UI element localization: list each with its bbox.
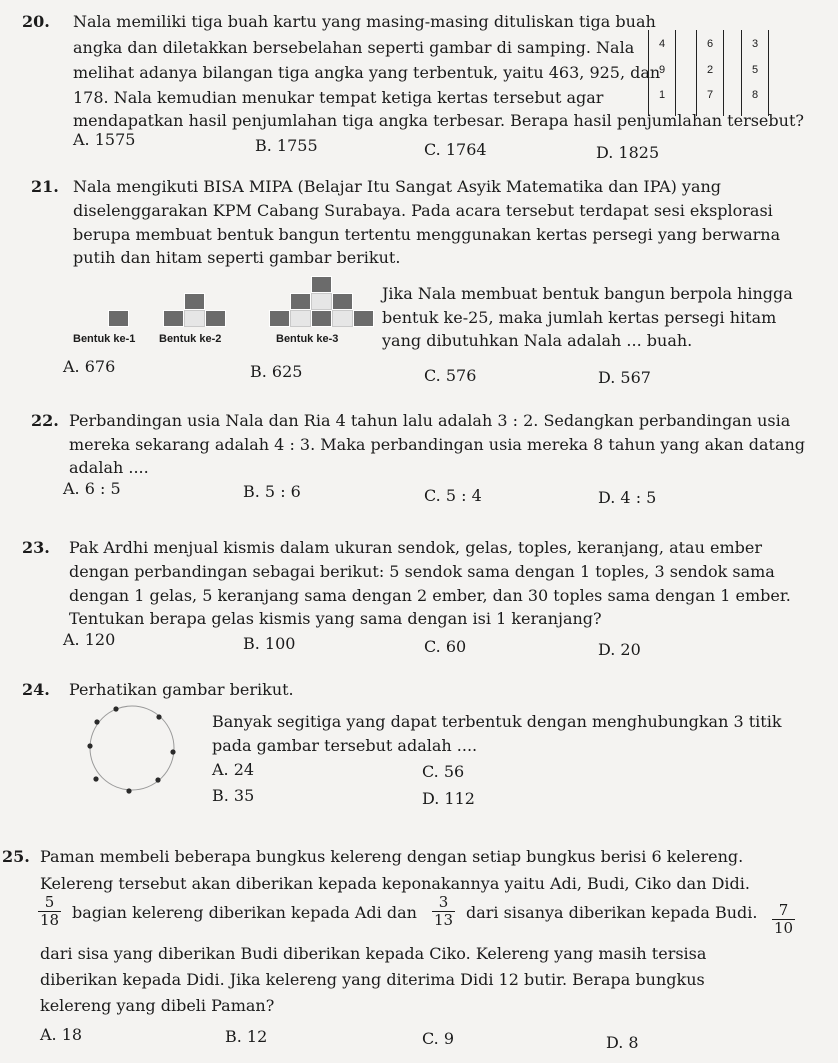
question-text-line: pada gambar tersebut adalah .... [212,736,478,755]
black-square [184,293,205,310]
option-a[interactable]: A. 676 [63,357,116,376]
figure-caption: Bentuk ke-1 [73,333,136,345]
question-number: 21. [31,177,59,196]
option-d[interactable]: D. 567 [598,368,651,387]
white-square [290,310,311,327]
card-digit: 5 [751,64,759,76]
white-square [184,310,205,327]
question-text-line: Paman membeli beberapa bungkus kelereng dengan setiap bungkus berisi 6 kelereng. [40,847,744,866]
option-d[interactable]: D. 20 [598,640,641,659]
option-c[interactable]: C. 60 [424,637,467,656]
question-text-line: Pak Ardhi menjual kismis dalam ukuran sendok, gelas, toples, keranjang, atau ember [69,538,762,557]
option-b[interactable]: B. 625 [250,362,303,381]
question-number: 22. [31,411,59,430]
black-square [269,310,290,327]
question-text-line: putih dan hitam seperti gambar berikut. [73,248,401,267]
point-dot [155,777,160,782]
black-square [353,310,374,327]
option-d[interactable]: D. 8 [606,1033,639,1052]
question-text-line: dari sisa yang diberikan Budi diberikan kepada Ciko. Kelereng yang masih tersisa [40,944,707,963]
option-c[interactable]: C. 9 [422,1029,455,1048]
option-b[interactable]: B. 12 [225,1027,268,1046]
question-text-line: Jika Nala membuat bentuk bangun berpola hingga [382,284,793,303]
fraction-denominator: 13 [434,911,454,929]
point-dot [126,788,131,793]
black-square [311,310,332,327]
question-number: 25. [2,847,30,866]
black-square [332,293,353,310]
black-square [205,310,226,327]
question-text-line: Nala mengikuti BISA MIPA (Belajar Itu Sangat Asyik Matematika dan IPA) yang [73,177,722,196]
option-a[interactable]: A. 6 : 5 [63,479,121,498]
option-c[interactable]: C. 56 [422,762,465,781]
question-text-line: diberikan kepada Didi. Jika kelereng yang diterima Didi 12 butir. Berapa bungkus [40,970,705,989]
question-text-line: yang dibutuhkan Nala adalah ... buah. [382,331,693,350]
figure-caption: Bentuk ke-2 [159,333,222,345]
number-card [696,30,724,116]
fraction-denominator: 18 [40,911,60,929]
option-a[interactable]: A. 24 [212,760,255,779]
question-text-line: Perhatikan gambar berikut. [69,680,294,699]
option-d[interactable]: D. 4 : 5 [598,488,657,507]
point-dot [87,743,92,748]
option-b[interactable]: B. 100 [243,634,296,653]
question-text-line: Perbandingan usia Nala dan Ria 4 tahun lalu adalah 3 : 2. Sedangkan perbandingan usia [69,411,791,430]
white-square [311,293,332,310]
black-square [163,310,184,327]
option-b[interactable]: B. 35 [212,786,255,805]
option-a[interactable]: A. 120 [63,630,116,649]
number-card [741,30,769,116]
question-number: 23. [22,538,50,557]
point-dot [113,706,118,711]
card-digit: 8 [751,89,759,101]
question-text-line: dari sisanya diberikan kepada Budi. [466,903,758,922]
question-text-line: Kelereng tersebut akan diberikan kepada keponakannya yaitu Adi, Budi, Ciko dan Didi. [40,874,750,893]
question-text-line: berupa membuat bentuk bangun tertentu menggunakan kertas persegi yang berwarna [73,225,781,244]
fraction-5-18 [38,894,61,929]
question-text-line: Nala memiliki tiga buah kartu yang masing-masing dituliskan tiga buah [73,12,656,31]
question-text-line: melihat adanya bilangan tiga angka yang terbentuk, yaitu 463, 925, dan [73,63,661,82]
fraction-numerator: 7 [772,902,795,920]
question-text-line: diselenggarakan KPM Cabang Surabaya. Pada acara tersebut terdapat sesi eksplorasi [73,201,773,220]
question-text-line: Tentukan berapa gelas kismis yang sama dengan isi 1 keranjang? [69,609,602,628]
card-digit: 6 [706,38,714,50]
option-d[interactable]: D. 112 [422,789,475,808]
point-dot [170,749,175,754]
option-c[interactable]: C. 1764 [424,140,487,159]
fraction-numerator: 3 [432,894,455,912]
question-text-line: kelereng yang dibeli Paman? [40,996,275,1015]
question-text-line: dengan perbandingan sebagai berikut: 5 sendok sama dengan 1 toples, 3 sendok sama [69,562,775,581]
point-dot [94,719,99,724]
number-card [648,30,676,116]
question-number: 20. [22,12,50,31]
option-d[interactable]: D. 1825 [596,143,660,162]
question-text-line: mereka sekarang adalah 4 : 3. Maka perbandingan usia mereka 8 tahun yang akan datang [69,435,806,454]
option-a[interactable]: A. 18 [40,1025,83,1044]
option-a[interactable]: A. 1575 [73,130,136,149]
option-c[interactable]: C. 5 : 4 [424,486,482,505]
card-digit: 9 [658,64,666,76]
question-text-line: adalah .... [69,458,149,477]
option-c[interactable]: C. 576 [424,366,477,385]
card-digit: 7 [706,89,714,101]
question-number: 24. [22,680,50,699]
card-digit: 4 [658,38,666,50]
option-b[interactable]: B. 1755 [255,136,318,155]
question-text-line: Banyak segitiga yang dapat terbentuk dengan menghubungkan 3 titik [212,712,782,731]
option-b[interactable]: B. 5 : 6 [243,482,301,501]
question-text-line: mendapatkan hasil penjumlahan tiga angka terbesar. Berapa hasil penjumlahan tersebut? [73,111,804,130]
question-text-line: bagian kelereng diberikan kepada Adi dan [72,903,417,922]
question-text-line: dengan 1 gelas, 5 keranjang sama dengan 2 ember, dan 30 toples sama dengan 1 ember. [69,586,791,605]
card-digit: 2 [706,64,714,76]
question-text-line: angka dan diletakkan bersebelahan seperti gambar di samping. Nala [73,38,635,57]
fraction-denominator: 10 [774,919,794,937]
question-text-line: bentuk ke-25, maka jumlah kertas persegi hitam [382,308,777,327]
octagon-points-figure [80,700,184,798]
point-dot [93,776,98,781]
fraction-numerator: 5 [38,894,61,912]
figure-caption: Bentuk ke-3 [276,333,339,345]
fraction-3-13 [432,894,455,929]
point-dot [156,714,161,719]
card-digit: 1 [658,89,666,101]
question-text-line: 178. Nala kemudian menukar tempat ketiga kertas tersebut agar [73,88,604,107]
white-square [332,310,353,327]
fraction-7-10 [772,902,795,937]
card-digit: 3 [751,38,759,50]
black-square [290,293,311,310]
black-square [311,276,332,293]
black-square [108,310,129,327]
